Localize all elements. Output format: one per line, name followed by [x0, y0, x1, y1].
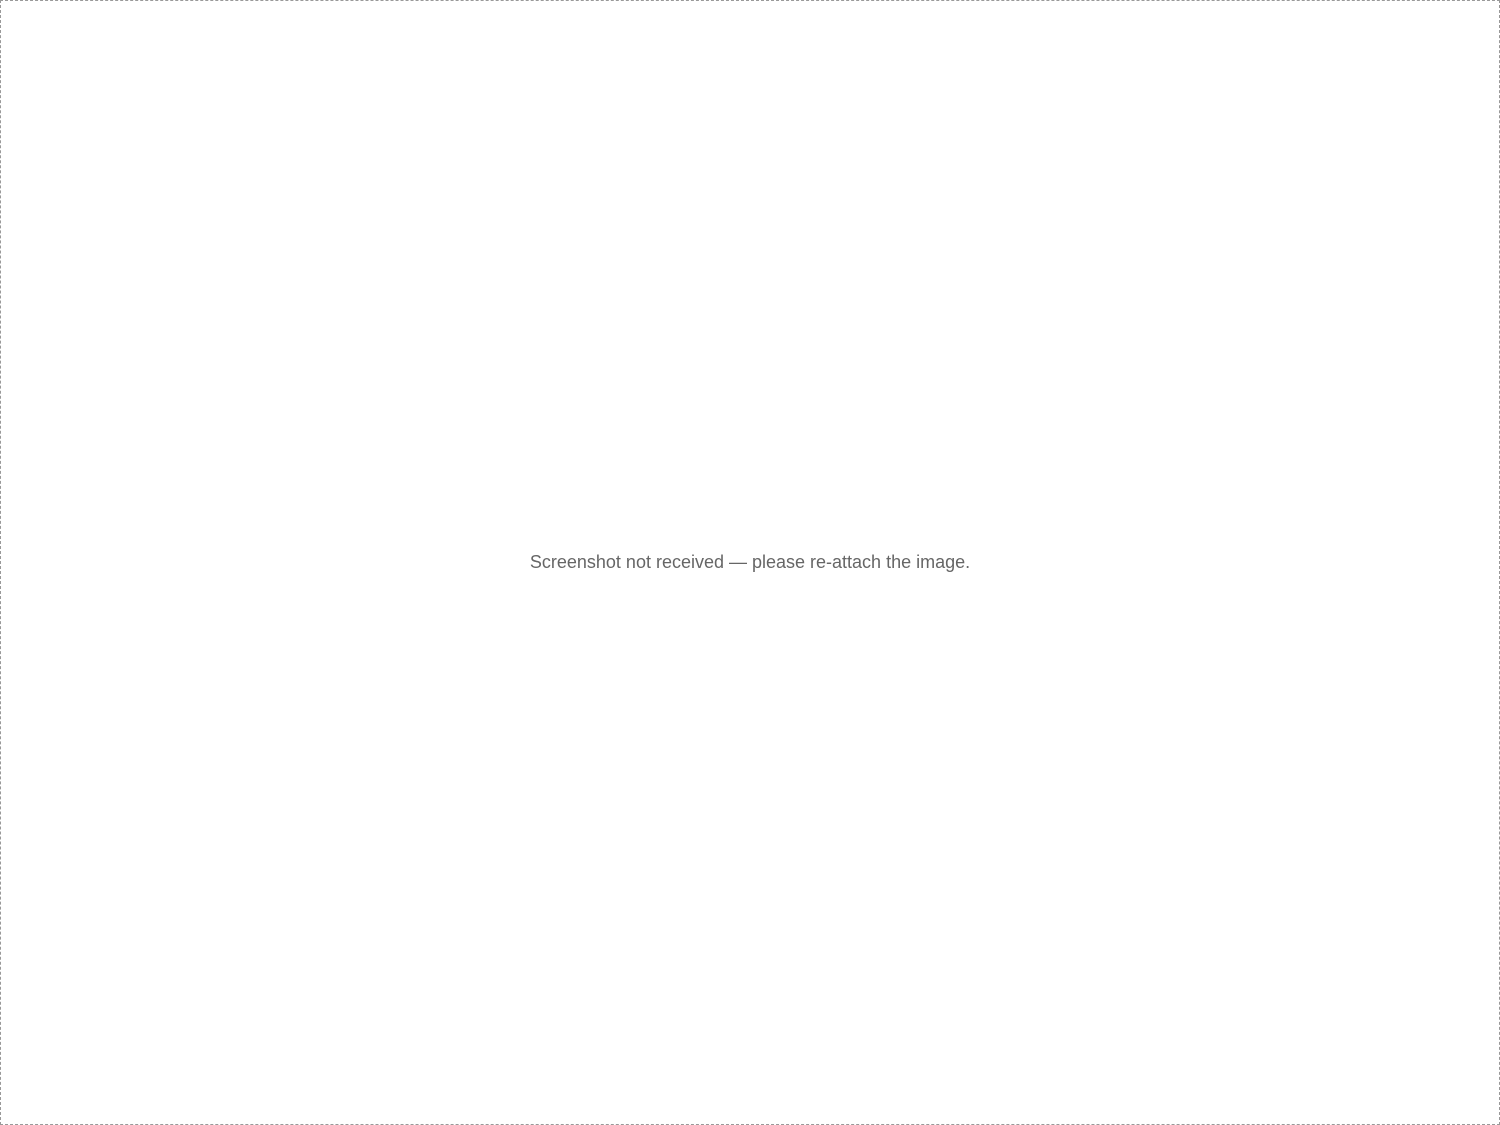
placeholder-message: Screenshot not received — please re-attach the image. — [529, 552, 971, 572]
